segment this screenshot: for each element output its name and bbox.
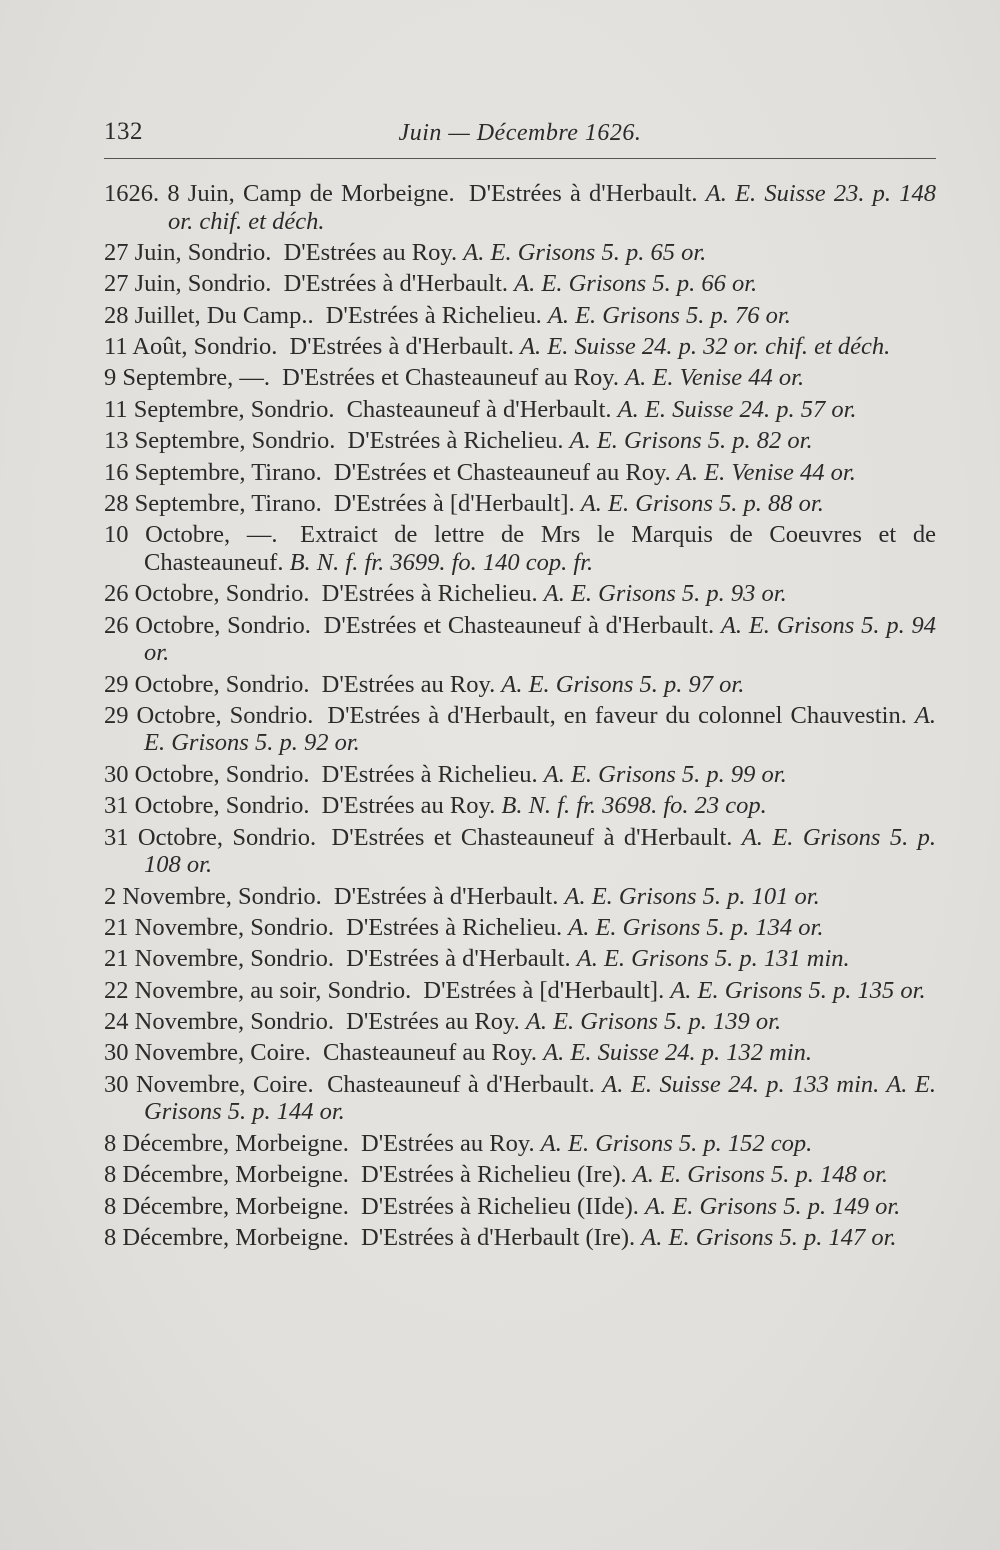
entry-source: A. E. Grisons 5. p. 65 or. bbox=[463, 238, 707, 266]
entry-date-place: 27 Juin, Sondrio. bbox=[104, 270, 272, 298]
entry-source: A. E. Grisons 5. p. 94 or. bbox=[144, 611, 937, 667]
entry-source: A. E. Suisse 24. p. 133 min. A. E. Grisons 5. p. 144 or. bbox=[144, 1070, 937, 1126]
entry-date-place: 8 Décembre, Morbeigne. bbox=[104, 1223, 349, 1251]
entry-text: D'Estrées et Chasteauneuf à d'Herbault. bbox=[323, 611, 715, 639]
entry-date-place: 26 Octobre, Sondrio. bbox=[104, 611, 311, 639]
list-item bbox=[104, 1130, 936, 1158]
list-item bbox=[104, 792, 936, 820]
list-item bbox=[104, 459, 936, 487]
list-item bbox=[104, 239, 936, 267]
entry-date-place: 26 Octobre, Sondrio. bbox=[104, 580, 310, 608]
list-item bbox=[104, 612, 936, 667]
list-item bbox=[104, 270, 936, 298]
entry-date-place: 1626. 8 Juin, Camp de Morbeigne. bbox=[104, 180, 455, 207]
entry-text: D'Estrées à [d'Herbault]. bbox=[423, 976, 665, 1004]
entry-source: A. E. Grisons 5. p. 101 or. bbox=[564, 882, 820, 910]
entry-list bbox=[104, 180, 936, 1255]
entry-text: D'Estrées au Roy. bbox=[361, 1129, 535, 1157]
entry-source: A. E. Grisons 5. p. 152 cop. bbox=[540, 1129, 813, 1157]
list-item bbox=[104, 671, 936, 699]
entry-text: D'Estrées à d'Herbault (Ire). bbox=[361, 1223, 636, 1251]
list-item bbox=[104, 1193, 936, 1221]
entry-date-place: 9 Septembre, —. bbox=[104, 364, 271, 392]
entry-source: A. E. Grisons 5. p. 131 min. bbox=[576, 945, 850, 973]
entry-text: Extraict de lettre de Mrs le Marquis de Coeuvres et de Chasteauneuf. bbox=[144, 521, 936, 576]
list-item bbox=[104, 761, 936, 789]
entry-date-place: 28 Juillet, Du Camp.. bbox=[104, 301, 314, 329]
entry-date-place: 24 Novembre, Sondrio. bbox=[104, 1008, 334, 1036]
list-item bbox=[104, 490, 936, 518]
running-title: Juin — Décembre 1626. bbox=[398, 120, 642, 146]
list-item bbox=[104, 1039, 936, 1067]
header-rule bbox=[104, 158, 936, 159]
list-item bbox=[104, 914, 936, 942]
entry-text: D'Estrées à d'Herbault, en faveur du colonnel Chauvestin. bbox=[327, 701, 907, 729]
page-header bbox=[104, 118, 936, 158]
entry-source: A. E. Suisse 23. p. 148 or. chif. et déch. bbox=[168, 180, 937, 235]
entry-text: D'Estrées au Roy. bbox=[321, 670, 496, 698]
entry-source: A. E. Grisons 5. p. 97 or. bbox=[501, 670, 745, 698]
list-item bbox=[104, 1071, 936, 1126]
entry-date-place: 30 Novembre, Coire. bbox=[104, 1070, 314, 1098]
entry-text: Chasteauneuf à d'Herbault. bbox=[346, 395, 612, 423]
entry-date-place: 21 Novembre, Sondrio. bbox=[104, 945, 334, 973]
list-item bbox=[104, 1161, 936, 1189]
entry-date-place: 30 Octobre, Sondrio. bbox=[104, 760, 310, 788]
entry-text: D'Estrées à Richelieu. bbox=[347, 427, 564, 455]
entry-text: D'Estrées à d'Herbault. bbox=[468, 180, 698, 207]
entry-date-place: 31 Octobre, Sondrio. bbox=[104, 823, 317, 851]
entry-source: A. E. Grisons 5. p. 76 or. bbox=[547, 301, 791, 329]
entry-source: A. E. Suisse 24. p. 57 or. bbox=[617, 395, 857, 423]
entry-text: D'Estrées et Chasteauneuf au Roy. bbox=[333, 458, 671, 486]
entry-text: D'Estrées et Chasteauneuf à d'Herbault. bbox=[331, 823, 733, 851]
list-item bbox=[104, 302, 936, 330]
entry-date-place: 8 Décembre, Morbeigne. bbox=[104, 1161, 349, 1189]
entry-date-place: 2 Novembre, Sondrio. bbox=[104, 882, 322, 910]
entry-source: A. E. Grisons 5. p. 92 or. bbox=[144, 701, 936, 757]
entry-date-place: 8 Décembre, Morbeigne. bbox=[104, 1192, 349, 1220]
entry-source: A. E. Grisons 5. p. 134 or. bbox=[568, 913, 824, 941]
entry-text: D'Estrées à d'Herbault. bbox=[333, 882, 559, 910]
entry-date-place: 13 Septembre, Sondrio. bbox=[104, 427, 336, 455]
entry-source: B. N. f. fr. 3699. fo. 140 cop. fr. bbox=[289, 548, 594, 576]
list-item bbox=[104, 824, 936, 879]
entry-date-place: 27 Juin, Sondrio. bbox=[104, 238, 272, 266]
entry-text: Chasteauneuf au Roy. bbox=[322, 1039, 538, 1067]
list-item bbox=[104, 364, 936, 392]
entry-source: A. E. Grisons 5. p. 108 or. bbox=[144, 823, 937, 879]
entry-date-place: 29 Octobre, Sondrio. bbox=[104, 701, 314, 729]
list-item bbox=[104, 427, 936, 455]
entry-source: A. E. Suisse 24. p. 132 min. bbox=[543, 1039, 812, 1067]
entry-date-place: 8 Décembre, Morbeigne. bbox=[104, 1129, 349, 1157]
entry-date-place: 21 Novembre, Sondrio. bbox=[104, 913, 334, 941]
entry-text: D'Estrées à Richelieu. bbox=[321, 760, 538, 788]
entry-source: A. E. Grisons 5. p. 148 or. bbox=[632, 1161, 889, 1189]
entry-source: B. N. f. fr. 3698. fo. 23 cop. bbox=[501, 792, 767, 820]
entry-text: D'Estrées à [d'Herbault]. bbox=[333, 490, 575, 518]
entry-source: A. E. Grisons 5. p. 139 or. bbox=[525, 1008, 782, 1036]
list-item bbox=[104, 521, 936, 576]
entry-source: A. E. Grisons 5. p. 66 or. bbox=[514, 270, 758, 298]
list-item bbox=[104, 1008, 936, 1036]
entry-date-place: 10 Octobre, —. bbox=[104, 521, 278, 549]
entry-text: D'Estrées à d'Herbault. bbox=[283, 270, 509, 298]
entry-source: A. E. Grisons 5. p. 147 or. bbox=[641, 1223, 897, 1251]
entry-text: D'Estrées à Richelieu (Ire). bbox=[361, 1161, 627, 1189]
entry-text: D'Estrées à Richelieu (IIde). bbox=[361, 1192, 639, 1220]
entry-source: A. E. Grisons 5. p. 88 or. bbox=[580, 490, 824, 518]
entry-text: D'Estrées à d'Herbault. bbox=[289, 333, 514, 361]
entry-source: A. E. Grisons 5. p. 93 or. bbox=[543, 580, 787, 608]
entry-source: A. E. Grisons 5. p. 99 or. bbox=[543, 760, 787, 788]
list-item bbox=[104, 580, 936, 608]
list-item bbox=[104, 1224, 936, 1252]
list-item bbox=[104, 945, 936, 973]
list-item bbox=[104, 333, 936, 361]
list-item bbox=[104, 180, 936, 235]
entry-text: D'Estrées à Richelieu. bbox=[346, 913, 563, 941]
list-item bbox=[104, 702, 936, 757]
entry-date-place: 30 Novembre, Coire. bbox=[104, 1039, 311, 1067]
entry-text: D'Estrées au Roy. bbox=[321, 792, 496, 820]
entry-source: A. E. Grisons 5. p. 149 or. bbox=[645, 1192, 901, 1220]
entry-source: A. E. Venise 44 or. bbox=[676, 458, 856, 486]
entry-text: D'Estrées au Roy. bbox=[283, 238, 458, 266]
entry-date-place: 16 Septembre, Tirano. bbox=[104, 458, 322, 486]
entry-source: A. E. Venise 44 or. bbox=[625, 364, 805, 392]
page-number: 132 bbox=[104, 118, 143, 145]
entry-date-place: 29 Octobre, Sondrio. bbox=[104, 670, 310, 698]
entry-source: A. E. Suisse 24. p. 32 or. chif. et déch. bbox=[520, 333, 891, 361]
entry-text: D'Estrées et Chasteauneuf au Roy. bbox=[282, 364, 620, 392]
entry-source: A. E. Grisons 5. p. 135 or. bbox=[670, 976, 926, 1004]
entry-text: D'Estrées à d'Herbault. bbox=[346, 945, 571, 973]
entry-text: D'Estrées à Richelieu. bbox=[321, 580, 538, 608]
list-item bbox=[104, 396, 936, 424]
entry-date-place: 28 Septembre, Tirano. bbox=[104, 490, 322, 518]
entry-text: D'Estrées au Roy. bbox=[346, 1008, 520, 1036]
entry-date-place: 22 Novembre, au soir, Sondrio. bbox=[104, 976, 412, 1004]
list-item bbox=[104, 977, 936, 1005]
entry-date-place: 31 Octobre, Sondrio. bbox=[104, 792, 310, 820]
entry-date-place: 11 Septembre, Sondrio. bbox=[104, 395, 335, 423]
entry-text: D'Estrées à Richelieu. bbox=[325, 301, 542, 329]
entry-source: A. E. Grisons 5. p. 82 or. bbox=[569, 427, 813, 455]
entry-text: Chasteauneuf à d'Herbault. bbox=[327, 1070, 595, 1098]
list-item bbox=[104, 883, 936, 911]
entry-date-place: 11 Août, Sondrio. bbox=[104, 333, 278, 361]
